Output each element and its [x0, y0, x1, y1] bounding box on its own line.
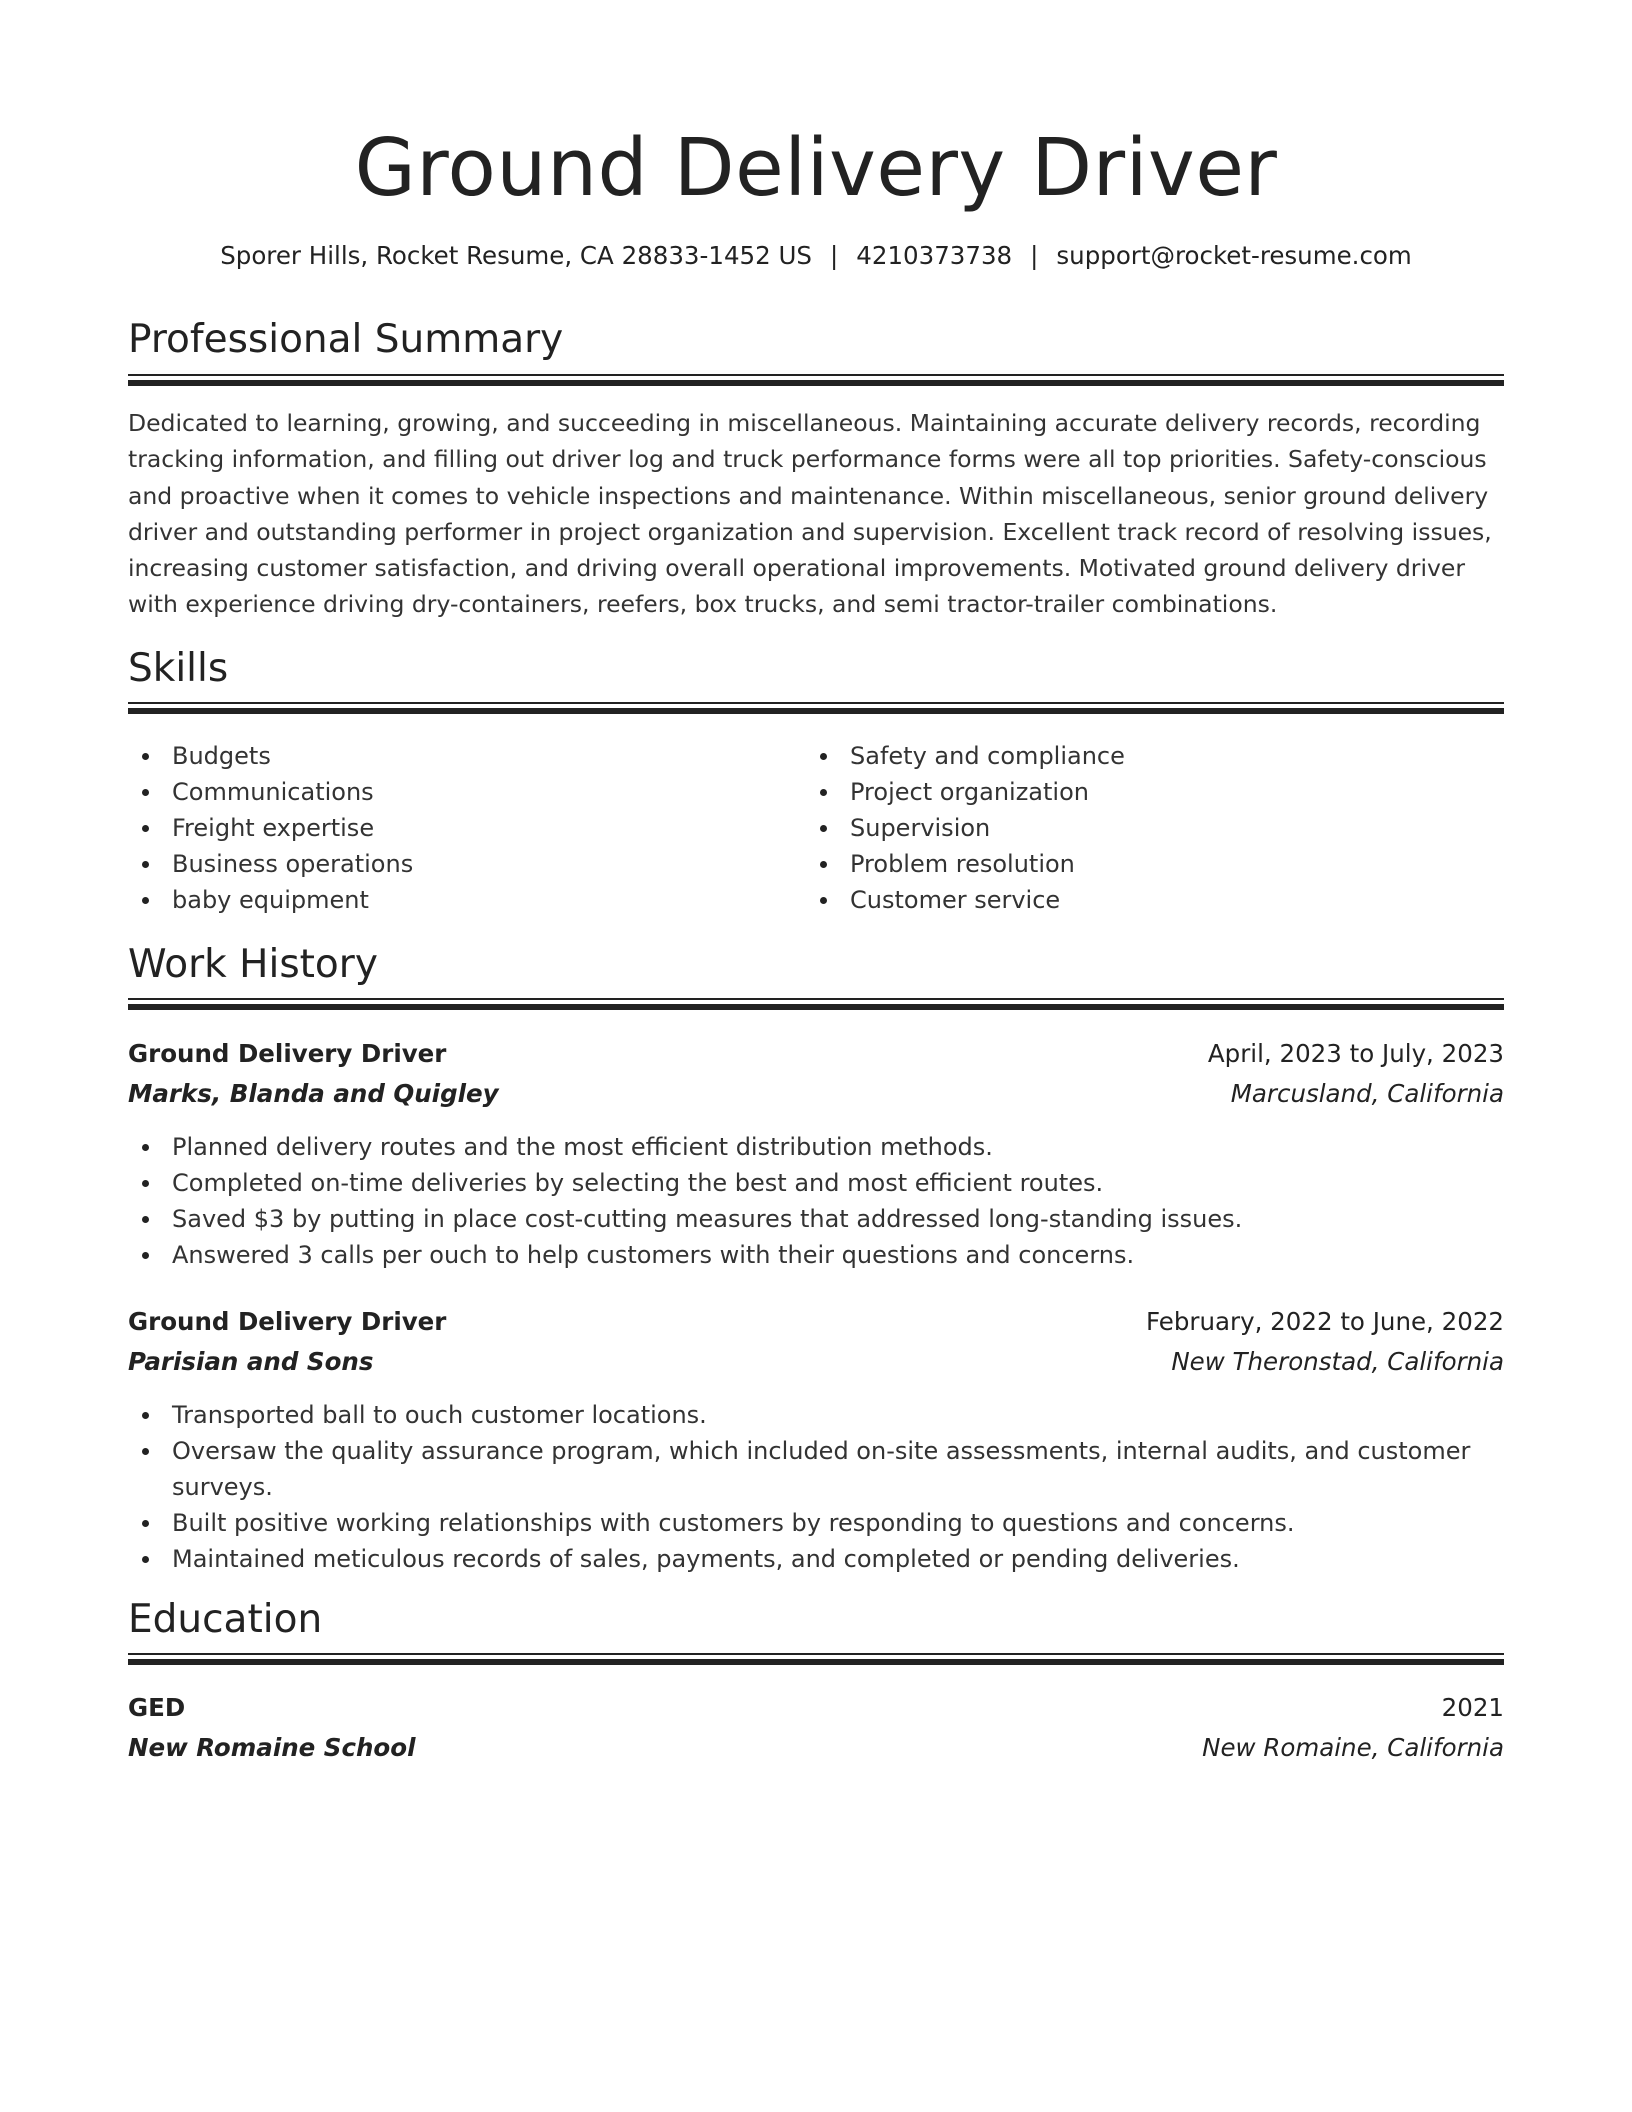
- job-dates: April, 2023 to July, 2023: [1207, 1039, 1504, 1068]
- skill-item: Budgets: [128, 738, 806, 774]
- job-location: New Theronstad, California: [1171, 1347, 1504, 1376]
- job-company: Parisian and Sons: [128, 1347, 374, 1376]
- candidate-name: Ground Delivery Driver: [354, 122, 1278, 214]
- job-duty-item: Saved $3 by putting in place cost-cutting measures that addressed long-standing issues.: [128, 1201, 1504, 1237]
- section-divider: [128, 1653, 1504, 1663]
- job-company-row: [128, 1342, 1504, 1382]
- skill-item: Project organization: [806, 774, 1484, 810]
- section-title-skills: Skills: [128, 646, 229, 691]
- section-divider: [128, 998, 1504, 1008]
- section-divider: [128, 374, 1504, 384]
- contact-address: Sporer Hills, Rocket Resume, CA 28833-1452 US: [220, 241, 812, 270]
- summary-text: Dedicated to learning, growing, and succeeding in miscellaneous. Maintaining accurate delivery records, recording tracking information, and filling out driver log and truck performance forms were all top priorities. Safety-conscious and proactive when it comes to vehicle inspections and maintenance. Within miscellaneous, senior ground delivery driver and outstanding performer in project organization and supervision. Excellent track record of resolving issues, increasing customer satisfaction, and driving overall operational improvements. Motivated ground delivery driver with experience driving dry-containers, reefers, box trucks, and semi tractor-trailer combinations.: [128, 409, 1492, 619]
- education-location: New Romaine, California: [1202, 1733, 1504, 1762]
- job-location: Marcusland, California: [1230, 1079, 1504, 1108]
- job-duty-item: Planned delivery routes and the most efficient distribution methods.: [128, 1129, 1504, 1165]
- skill-item: Business operations: [128, 846, 806, 882]
- education-degree: GED: [128, 1693, 186, 1722]
- education-header-row: [128, 1688, 1504, 1728]
- skill-item: Safety and compliance: [806, 738, 1484, 774]
- education-school-row: [128, 1728, 1504, 1768]
- job-header-row: [128, 1302, 1504, 1342]
- skill-item: Customer service: [806, 882, 1484, 918]
- contact-email: support@rocket-resume.com: [1056, 241, 1412, 270]
- section-title-education: Education: [128, 1597, 323, 1642]
- skill-item: Freight expertise: [128, 810, 806, 846]
- skill-item: Problem resolution: [806, 846, 1484, 882]
- job-header-row: [128, 1034, 1504, 1074]
- contact-phone: 4210373738: [856, 241, 1013, 270]
- contact-separator: |: [1030, 241, 1039, 270]
- education-year: 2021: [1441, 1693, 1504, 1722]
- job-title: Ground Delivery Driver: [128, 1039, 447, 1068]
- job-company-row: [128, 1074, 1504, 1114]
- job-title: Ground Delivery Driver: [128, 1307, 447, 1336]
- job-dates: February, 2022 to June, 2022: [1146, 1307, 1504, 1336]
- section-divider: [128, 702, 1504, 712]
- job-duties: [128, 1129, 1504, 1273]
- skill-item: Supervision: [806, 810, 1484, 846]
- job-duty-item: Oversaw the quality assurance program, which included on-site assessments, internal audits, and customer surveys.: [128, 1433, 1504, 1505]
- contact-line: [128, 238, 1504, 274]
- section-title-summary: Professional Summary: [128, 317, 564, 362]
- education-school: New Romaine School: [128, 1733, 416, 1762]
- job-duties: [128, 1397, 1504, 1577]
- job-duty-item: Transported ball to ouch customer locations.: [128, 1397, 1504, 1433]
- job-duty-item: Built positive working relationships with customers by responding to questions and concerns.: [128, 1505, 1504, 1541]
- skill-item: baby equipment: [128, 882, 806, 918]
- section-title-work: Work History: [128, 942, 378, 987]
- skill-item: Communications: [128, 774, 806, 810]
- job-company: Marks, Blanda and Quigley: [128, 1079, 499, 1108]
- contact-separator: |: [830, 241, 839, 270]
- job-duty-item: Completed on-time deliveries by selecting the best and most efficient routes.: [128, 1165, 1504, 1201]
- skills-list-right: [806, 738, 1484, 918]
- job-duty-item: Answered 3 calls per ouch to help customers with their questions and concerns.: [128, 1237, 1504, 1273]
- skills-list-left: [128, 738, 806, 918]
- job-duty-item: Maintained meticulous records of sales, payments, and completed or pending deliveries.: [128, 1541, 1504, 1577]
